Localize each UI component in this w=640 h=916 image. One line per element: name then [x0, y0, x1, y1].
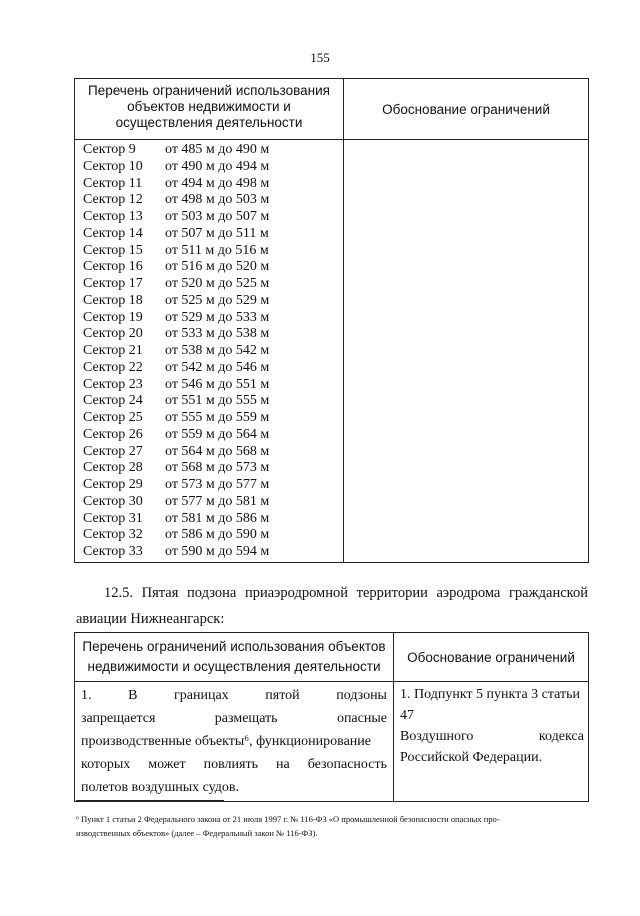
footnote-line-2: изводственных объектов» (далее – Федеральный закон № 116-ФЗ).: [76, 828, 318, 838]
sector-limits-table: [74, 78, 589, 563]
word: кодекса: [538, 729, 584, 744]
heading-word: территории: [356, 585, 428, 601]
sector-range: от 485 м до 490 м: [165, 142, 270, 157]
sector-name: Сектор 15: [83, 242, 143, 258]
list-item: [83, 460, 337, 477]
heading-word: подзона: [187, 585, 237, 601]
list-item: [83, 360, 337, 377]
sector-range: от 573 м до 577 м: [165, 477, 270, 492]
word: В: [128, 688, 138, 703]
justification-line-1: 1. Подпункт 5 пункта 3 статьи 47: [400, 687, 581, 723]
sector-range: от 503 м до 507 м: [165, 209, 270, 224]
heading-word: 12.5.: [104, 585, 133, 601]
sector-range: от 525 м до 529 м: [165, 292, 270, 308]
sector-list: [75, 140, 344, 563]
list-item: [83, 293, 337, 310]
footnote-line-1: ⁶ Пункт 1 статьи 2 Федерального закона от 21 июля 1997 г. № 116-ФЗ «О промышленной безопасности опасных про-: [76, 814, 500, 824]
table-header-row: [75, 633, 589, 682]
sector-range: от 538 м до 542 м: [165, 343, 270, 358]
sector-range: от 559 м до 564 м: [165, 426, 270, 442]
sector-range: от 529 м до 533 м: [165, 309, 270, 325]
table-header-row: [75, 79, 589, 140]
word: 1.: [81, 688, 92, 703]
list-item: [83, 544, 337, 561]
list-item: [83, 393, 337, 410]
fifth-subzone-table: [74, 632, 589, 802]
list-item: [83, 243, 337, 260]
header-justification: Обоснование ограничений: [344, 79, 589, 140]
list-item: [83, 159, 337, 176]
sector-name: Сектор 28: [83, 460, 143, 476]
header-restrictions-list: Перечень ограничений использования объектов недвижимости и осуществления деятельности: [75, 633, 394, 682]
word: пятой: [265, 688, 300, 703]
sector-range: от 533 м до 538 м: [165, 326, 270, 342]
sector-name: Сектор 27: [83, 443, 143, 459]
list-item: [83, 310, 337, 327]
footnote: [76, 812, 590, 840]
sector-range: от 490 м до 494 м: [165, 158, 270, 174]
section-heading-line-1: [76, 580, 588, 606]
heading-word: аэродрома: [436, 585, 501, 601]
word: границах: [174, 688, 229, 703]
heading-word: гражданской: [508, 585, 588, 601]
restriction-line-5: полетов воздушных судов.: [81, 780, 240, 795]
sector-name: Сектор 25: [83, 410, 143, 425]
restriction-line-1: [81, 684, 387, 707]
list-item: [83, 343, 337, 360]
list-item: [83, 226, 337, 243]
list-item: [83, 511, 337, 528]
sector-name: Сектор 22: [83, 359, 143, 375]
table-row: [75, 682, 589, 802]
sector-name: Сектор 23: [83, 376, 143, 392]
word: запрещается: [81, 711, 156, 726]
list-item: [83, 444, 337, 461]
sector-range: от 586 м до 590 м: [165, 527, 270, 543]
section-heading-line-2: авиации Нижнеангарск:: [76, 611, 225, 627]
list-item: [83, 276, 337, 293]
sector-name: Сектор 17: [83, 276, 143, 291]
header-justification: Обоснование ограничений: [394, 633, 589, 682]
sector-range: от 498 м до 503 м: [165, 192, 270, 208]
sector-range: от 511 м до 516 м: [165, 242, 269, 258]
list-item: [83, 176, 337, 193]
word: на: [275, 757, 290, 772]
header-restrictions-list: Перечень ограничений использования объектов недвижимости и осуществления деятельности: [75, 79, 344, 140]
sector-name: Сектор 18: [83, 292, 143, 308]
sector-name: Сектор 30: [83, 493, 143, 509]
word: которых: [81, 757, 131, 772]
section-heading: [76, 580, 588, 632]
sector-name: Сектор 10: [83, 158, 143, 174]
list-item: [83, 377, 337, 394]
list-item: [83, 527, 337, 544]
sector-range: от 577 м до 581 м: [165, 493, 270, 509]
list-item: [83, 142, 337, 159]
sector-name: Сектор 11: [83, 175, 143, 191]
list-item: [83, 477, 337, 494]
word: повлиять: [203, 757, 258, 772]
justification-text: [394, 682, 589, 802]
sector-range: от 564 м до 568 м: [165, 443, 270, 459]
sector-name: Сектор 21: [83, 343, 143, 358]
sector-name: Сектор 12: [83, 192, 143, 208]
list-item: [83, 192, 337, 209]
word: может: [148, 757, 186, 772]
sector-name: Сектор 14: [83, 225, 143, 241]
sector-range: от 581 м до 586 м: [165, 510, 270, 526]
list-item: [83, 427, 337, 444]
sector-name: Сектор 33: [83, 544, 143, 559]
list-item: [83, 209, 337, 226]
word: размещать: [214, 711, 278, 726]
heading-word: Пятая: [141, 585, 179, 601]
sector-name: Сектор 13: [83, 209, 143, 224]
sector-name: Сектор 20: [83, 326, 143, 342]
list-item: [83, 494, 337, 511]
restriction-line-4: [81, 753, 387, 776]
sector-range: от 507 м до 511 м: [165, 225, 269, 241]
word: безопасность: [307, 757, 387, 772]
table-body-row: [75, 140, 589, 563]
sector-range: от 542 м до 546 м: [165, 359, 270, 375]
sector-range: от 555 м до 559 м: [165, 410, 270, 425]
sector-range: от 568 м до 573 м: [165, 460, 270, 476]
sector-range: от 520 м до 525 м: [165, 276, 270, 291]
justification-line-2: [400, 726, 584, 747]
sector-range: от 590 м до 594 м: [165, 544, 270, 559]
sector-name: Сектор 26: [83, 426, 143, 442]
list-item: [83, 326, 337, 343]
justification-line-3: Российской Федерации.: [400, 750, 543, 765]
sector-name: Сектор 32: [83, 527, 143, 543]
sector-range: от 546 м до 551 м: [165, 376, 270, 392]
restriction-line-3: производственные объекты⁶, функционирование: [81, 734, 372, 749]
sector-name: Сектор 24: [83, 393, 143, 409]
sector-range: от 516 м до 520 м: [165, 259, 270, 275]
restriction-line-2: [81, 707, 387, 730]
word: Воздушного: [400, 729, 474, 744]
sector-name: Сектор 9: [83, 142, 136, 157]
sector-name: Сектор 19: [83, 309, 143, 325]
word: опасные: [336, 711, 387, 726]
sector-name: Сектор 31: [83, 510, 143, 526]
sector-range: от 494 м до 498 м: [165, 175, 270, 191]
sector-range: от 551 м до 555 м: [165, 393, 270, 409]
list-item: [83, 259, 337, 276]
sector-name: Сектор 16: [83, 259, 143, 275]
page-number: 155: [310, 50, 330, 65]
justification-cell-empty: [344, 140, 589, 563]
list-item: [83, 410, 337, 427]
restriction-text: [75, 682, 394, 802]
footnote-separator: [76, 800, 224, 801]
heading-word: приаэродромной: [244, 585, 348, 601]
word: подзоны: [336, 688, 387, 703]
sector-name: Сектор 29: [83, 477, 143, 492]
